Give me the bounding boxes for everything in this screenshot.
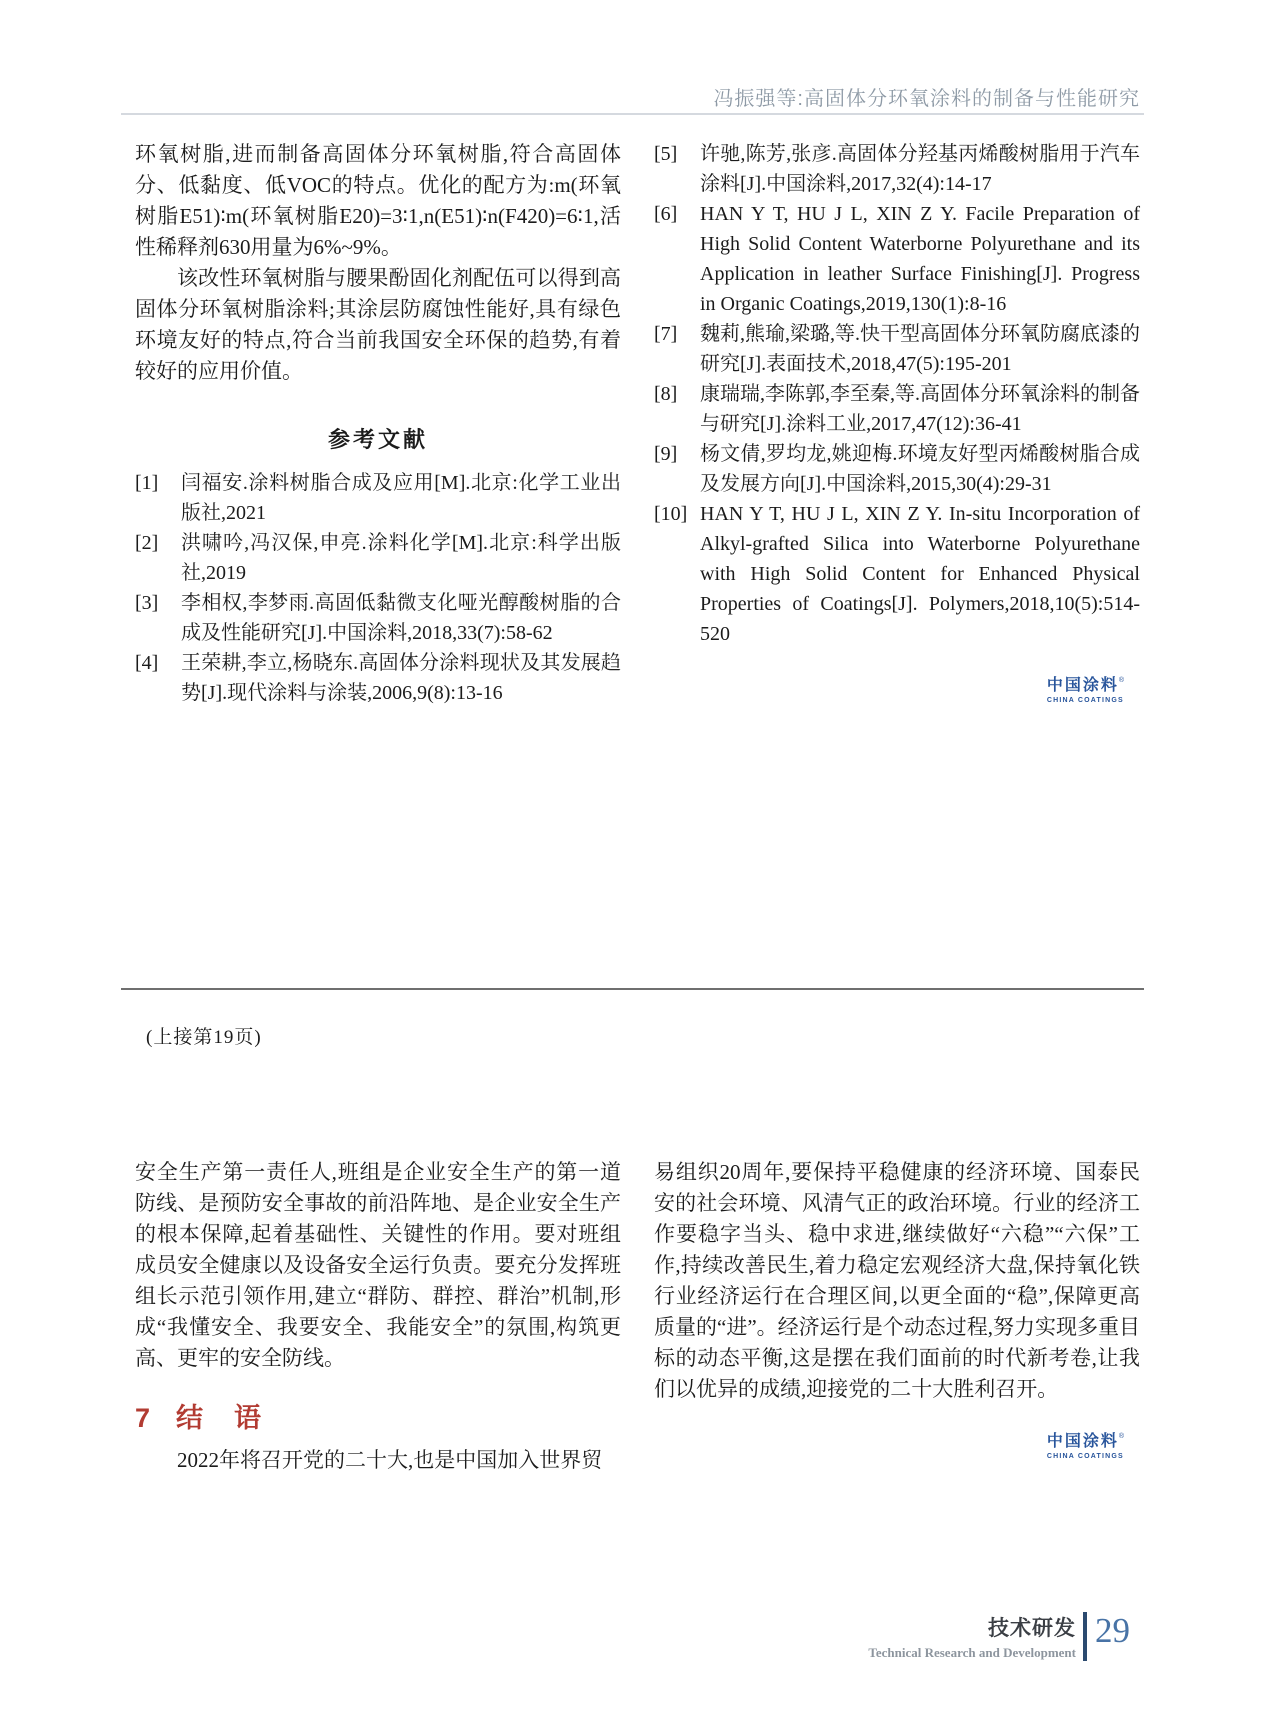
reference-text: 闫福安.涂料树脂合成及应用[M].北京:化学工业出版社,2021: [181, 472, 621, 524]
body-paragraph: 环氧树脂,进而制备高固体分环氧树脂,符合高固体分、低黏度、低VOC的特点。优化的配方为:m(环氧树脂E51)∶m(环氧树脂E20)=3∶1,n(E51)∶n(F420)=6∶1,活性稀释剂630用量为6%~9%。: [135, 142, 621, 259]
reference-text: 魏莉,熊瑜,梁璐,等.快干型高固体分环氧防腐底漆的研究[J].表面技术,2018,47(5):195-201: [700, 323, 1140, 375]
footer-section-en: Technical Research and Development: [868, 1645, 1076, 1660]
logo-cn-text: 中国涂料: [1046, 677, 1119, 694]
reference-item: [654, 199, 1140, 319]
reference-label: [6]: [654, 203, 678, 225]
header-rule: [121, 113, 1144, 115]
page-number: 29: [1095, 1611, 1130, 1650]
body-paragraph: 易组织20周年,要保持平稳健康的经济环境、国泰民安的社会环境、风清气正的政治环境。行业的经济工作要稳字当头、稳中求进,继续做好“六稳”“六保”工作,持续改善民生,着力稳定宏观经济大盘,保持氧化铁行业经济运行在合理区间,以更全面的“稳”,保障更高质量的“进”。经济运行是个动态过程,努力实现多重目标的动态平衡,这是摆在我们面前的时代新考卷,让我们以优异的成绩,迎接党的二十大胜利召开。: [654, 1160, 1140, 1401]
registered-mark-icon: ®: [1118, 677, 1124, 684]
reference-text: HAN Y T, HU J L, XIN Z Y. In-situ Incorporation of Alkyl-grafted Silica into Waterborne Polyurethane with High Solid Content for Enhanced Physical Properties of Coatings[J]. Polymers,2018,10(5):514-520: [700, 503, 1140, 645]
reference-label: [4]: [135, 652, 159, 674]
continued-from-note: (上接第19页): [146, 1027, 262, 1048]
bottom-section: [135, 1157, 1140, 1476]
conclusion-heading: [135, 1396, 621, 1435]
reference-text: HAN Y T, HU J L, XIN Z Y. Facile Preparation of High Solid Content Waterborne Polyurethane and its Application in leather Surface Finishing[J]. Progress in Organic Coatings,2019,130(1):8-16: [700, 203, 1140, 315]
reference-label: [3]: [135, 592, 159, 614]
article-divider: [121, 988, 1144, 990]
bottom-left-column: [135, 1157, 621, 1476]
logo-cn-text: 中国涂料: [1046, 1433, 1119, 1450]
reference-item: [654, 439, 1140, 499]
reference-item: [654, 319, 1140, 379]
reference-label: [2]: [135, 532, 159, 554]
reference-item: [135, 648, 621, 708]
top-section: [135, 139, 1140, 708]
footer-labels: [868, 1612, 1083, 1661]
top-right-column: [654, 139, 1140, 708]
top-left-column: [135, 139, 621, 708]
reference-label: [8]: [654, 383, 678, 405]
reference-text: 王荣耕,李立,杨晓东.高固体分涂料现状及其发展趋势[J].现代涂料与涂装,2006,9(8):13-16: [181, 652, 621, 704]
page-footer: [868, 1612, 1130, 1661]
body-paragraph: 2022年将召开党的二十大,也是中国加入世界贸: [177, 1448, 603, 1472]
footer-section-cn: 技术研发: [988, 1617, 1076, 1640]
logo-en-text: CHINA COATINGS: [1046, 696, 1124, 704]
reference-label: [5]: [654, 143, 678, 165]
reference-item: [654, 499, 1140, 649]
reference-text: 康瑞瑞,李陈郭,李至秦,等.高固体分环氧涂料的制备与研究[J].涂料工业,2017,47(12):36-41: [700, 383, 1140, 435]
reference-label: [1]: [135, 472, 159, 494]
reference-text: 杨文倩,罗均龙,姚迎梅.环境友好型丙烯酸树脂合成及发展方向[J].中国涂料,2015,30(4):29-31: [700, 443, 1140, 495]
logo-en-text: CHINA COATINGS: [1046, 1452, 1124, 1460]
reference-label: [10]: [654, 503, 688, 525]
registered-mark-icon: ®: [1118, 1433, 1124, 1440]
section-number: 7: [135, 1403, 151, 1433]
reference-item: [654, 379, 1140, 439]
body-paragraph: 该改性环氧树脂与腰果酚固化剂配伍可以得到高固体分环氧树脂涂料;其涂层防腐蚀性能好,具有绿色环境友好的特点,符合当前我国安全环保的趋势,有着较好的应用价值。: [135, 266, 621, 383]
references-heading: 参考文献: [327, 427, 428, 452]
logo-row: [654, 677, 1140, 707]
logo-row: [654, 1433, 1140, 1463]
running-head: 冯振强等:高固体分环氧涂料的制备与性能研究: [713, 88, 1140, 110]
reference-text: 李相权,李梦雨.高固低黏微支化哑光醇酸树脂的合成及性能研究[J].中国涂料,2018,33(7):58-62: [181, 592, 621, 644]
bottom-right-column: [654, 1157, 1140, 1476]
reference-text: 洪啸吟,冯汉保,申亮.涂料化学[M].北京:科学出版社,2019: [181, 532, 621, 584]
china-coatings-logo: [1047, 1433, 1124, 1460]
reference-label: [7]: [654, 323, 678, 345]
reference-label: [9]: [654, 443, 678, 465]
reference-text: 许驰,陈芳,张彦.高固体分羟基丙烯酸树脂用于汽车涂料[J].中国涂料,2017,32(4):14-17: [700, 143, 1140, 195]
reference-item: [654, 139, 1140, 199]
reference-item: [135, 468, 621, 528]
reference-item: [135, 588, 621, 648]
china-coatings-logo: [1047, 677, 1124, 704]
body-paragraph: 安全生产第一责任人,班组是企业安全生产的第一道防线、是预防安全事故的前沿阵地、是企业安全生产的根本保障,起着基础性、关键性的作用。要对班组成员安全健康以及设备安全运行负责。要充分发挥班组长示范引领作用,建立“群防、群控、群治”机制,形成“我懂安全、我要安全、我能安全”的氛围,构筑更高、更牢的安全防线。: [135, 1160, 621, 1370]
section-title: 结 语: [176, 1403, 264, 1433]
reference-item: [135, 528, 621, 588]
